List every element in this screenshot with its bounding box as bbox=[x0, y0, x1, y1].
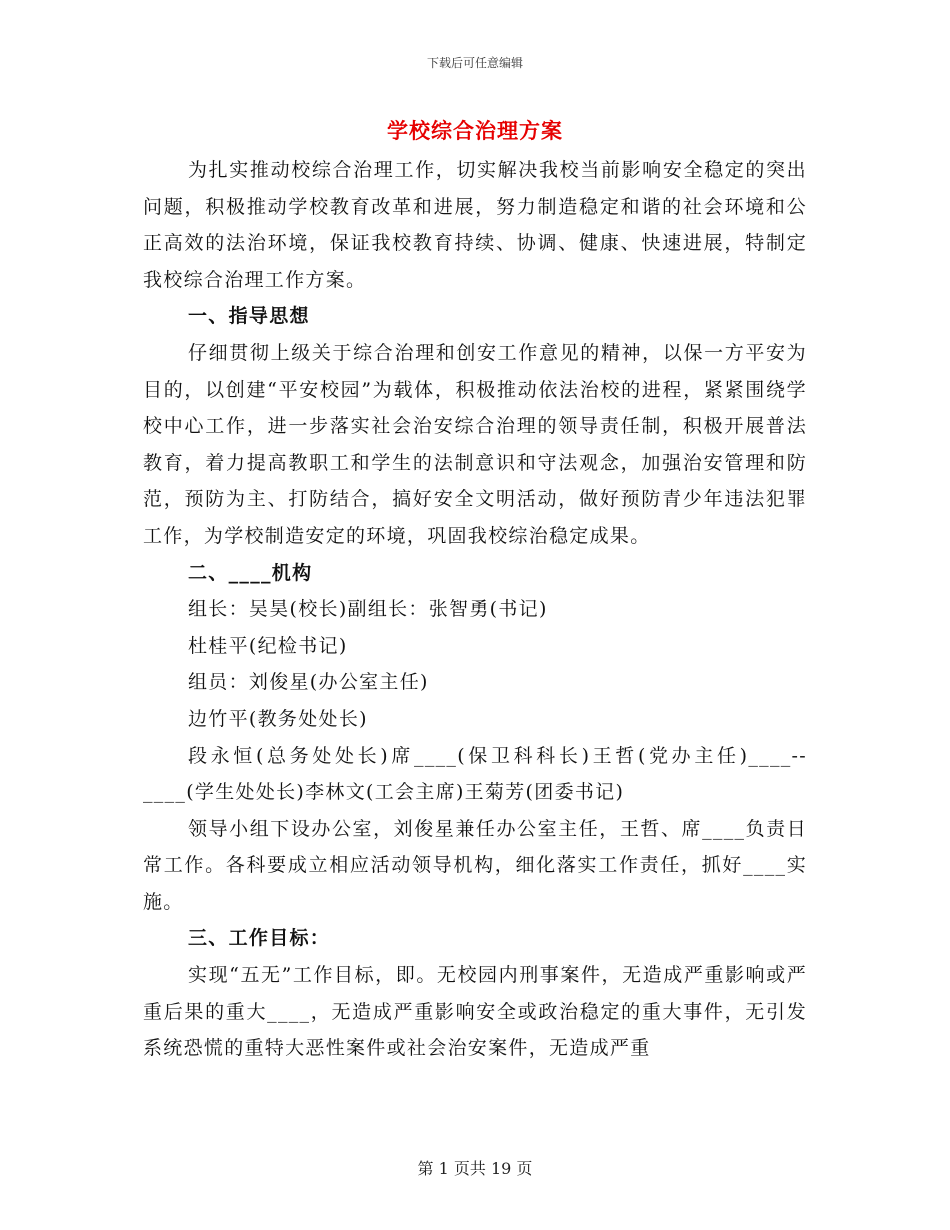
section-heading-guiding-ideology: 一、指导思想 bbox=[188, 305, 310, 328]
organization-office-paragraph: 领导小组下设办公室，刘俊星兼任办公室主任，王哲、席____负责日常工作。各科要成立相应活动领导机构，细化落实工作责任，抓好____实施。 bbox=[143, 817, 807, 913]
document-title: 学校综合治理方案 bbox=[387, 118, 563, 143]
org-line-others: 段永恒(总务处处长)席____(保卫科科长)王哲(党办主任)____--____(学生处处长)李林文(工会主席)王菊芳(团委书记) bbox=[143, 744, 807, 804]
section-heading-work-goals: 三、工作目标： bbox=[188, 927, 331, 950]
org-line-members: 组员：刘俊星(办公室主任) bbox=[188, 671, 429, 694]
section-heading-organization: 二、____机构 bbox=[188, 561, 313, 584]
org-line-leaders: 组长：吴昊(校长)副组长：张智勇(书记) bbox=[188, 598, 548, 621]
guiding-ideology-paragraph: 仔细贯彻上级关于综合治理和创安工作意见的精神，以保一方平安为目的，以创建“平安校园”为载体，积极推动依法治校的进程，紧紧围绕学校中心工作，进一步落实社会治安综合治理的领导责任制，积极开展普法教育，着力提高教职工和学生的法制意识和守法观念，加强治安管理和防范，预防为主、打防结合，搞好安全文明活动，做好预防青少年违法犯罪工作，为学校制造安定的环境，巩固我校综治稳定成果。 bbox=[143, 341, 807, 547]
page-number: 第 1 页共 19 页 bbox=[417, 1159, 533, 1178]
document-body bbox=[143, 152, 807, 1067]
intro-paragraph: 为扎实推动校综合治理工作，切实解决我校当前影响安全稳定的突出问题，积极推动学校教育改革和进展，努力制造稳定和谐的社会环境和公正高效的法治环境，保证我校教育持续、协调、健康、快速进展，特制定我校综合治理工作方案。 bbox=[143, 159, 807, 291]
work-goals-paragraph: 实现“五无”工作目标，即。无校园内刑事案件，无造成严重影响或严重后果的重大____，无造成严重影响安全或政治稳定的重大事件，无引发系统恐慌的重特大恶性案件或社会治安案件，无造成严重 bbox=[143, 964, 807, 1060]
org-line-academic: 边竹平(教务处处长) bbox=[188, 707, 368, 730]
org-line-discipline: 杜桂平(纪检书记) bbox=[188, 634, 348, 657]
header-note: 下载后可任意编辑 bbox=[426, 56, 523, 70]
